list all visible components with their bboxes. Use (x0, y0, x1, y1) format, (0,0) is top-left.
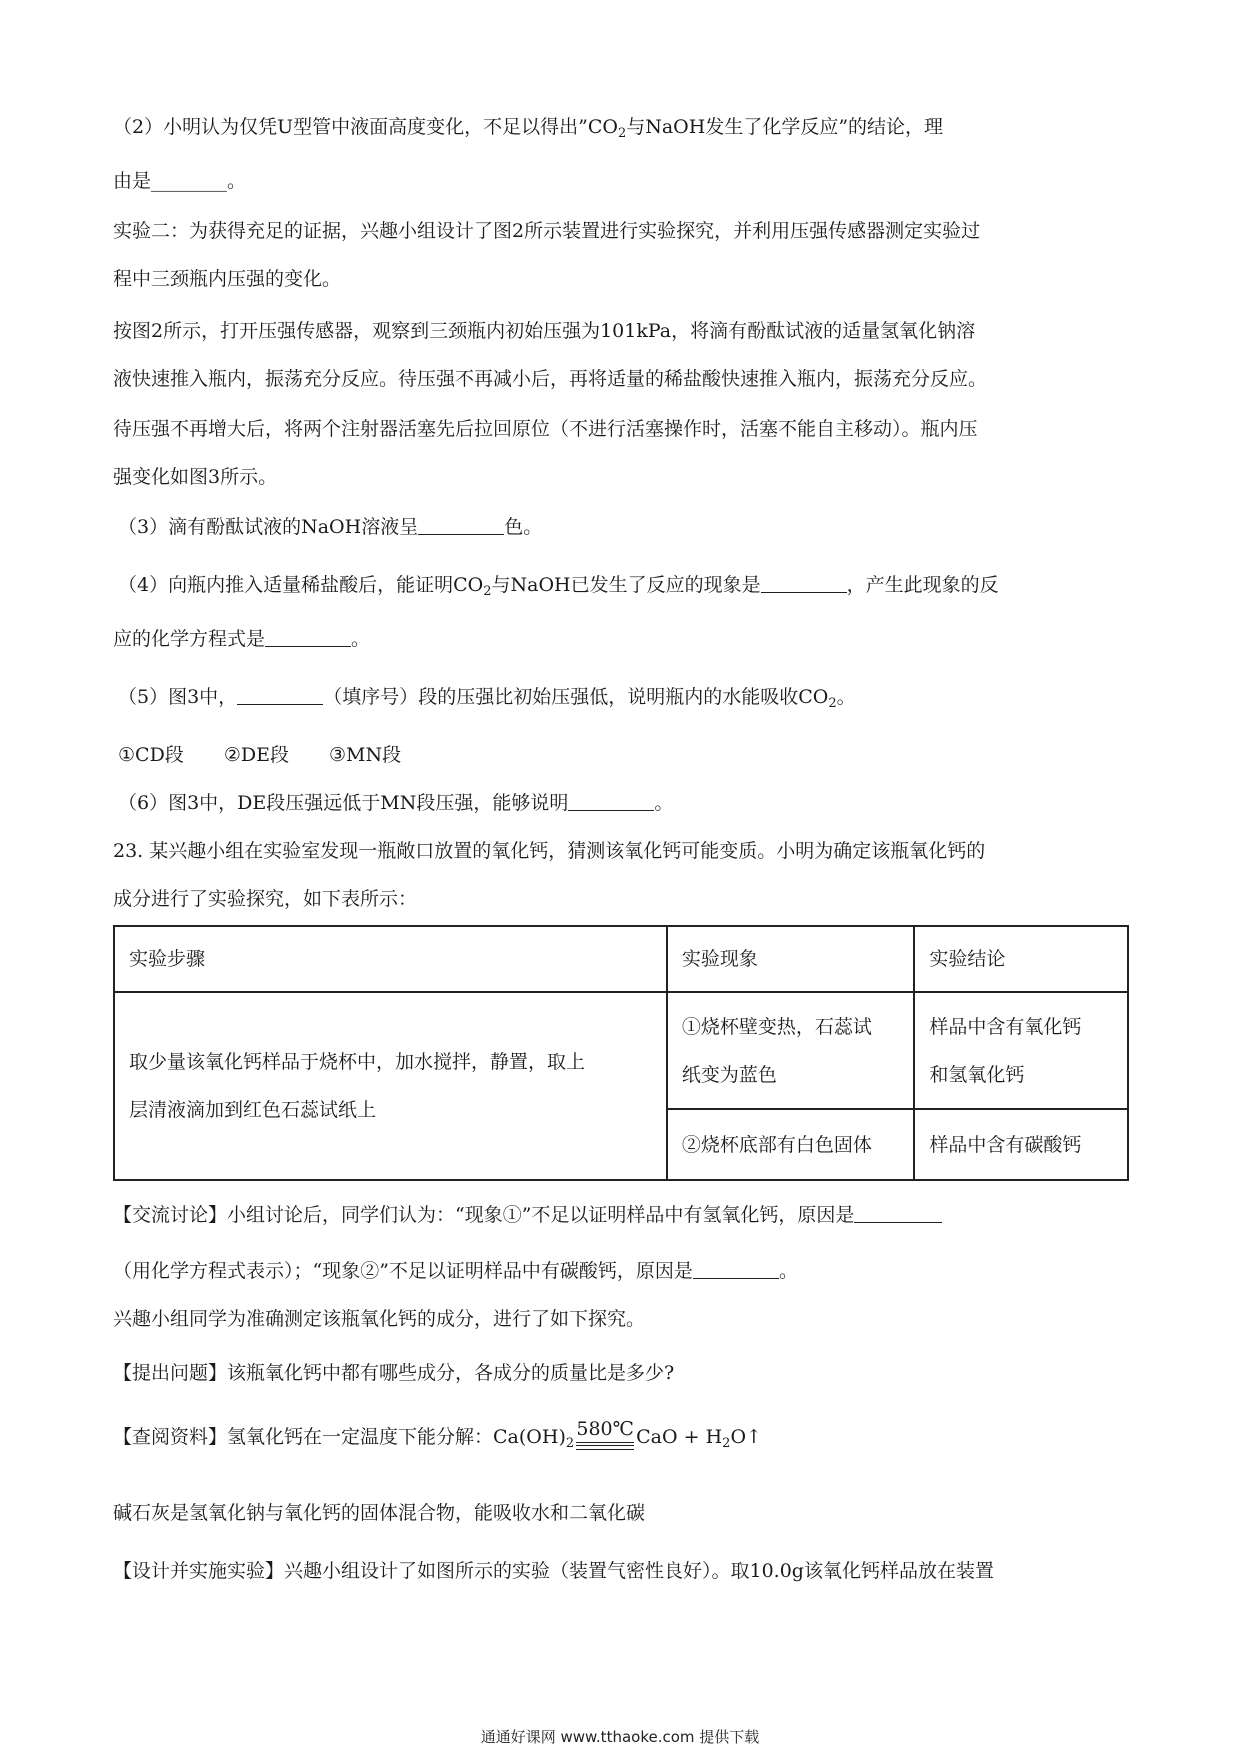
table-header: 实验结论 (914, 926, 1128, 992)
answer-blank (854, 1204, 942, 1223)
answer-blank (568, 792, 654, 811)
table-cell-phenomenon: ②烧杯底部有白色固体 (667, 1109, 915, 1180)
answer-blank (237, 686, 323, 705)
reference-line: 【查阅资料】氢氧化钙在一定温度下能分解：$Ca(OH)_2$ 580℃ CaO + $H_2O↑$ (113, 1418, 762, 1459)
option-de: ②DE段 (223, 744, 289, 766)
exp2-line6: 强变化如图3所示。 (113, 466, 278, 488)
reactant-formula: $Ca(OH)_2$ (493, 1426, 575, 1451)
q6-line: （6）图3中，DE段压强远低于MN段压强，能够说明 。 (118, 792, 674, 814)
exp2-line5: 待压强不再增大后，将两个注射器活塞先后拉回原位（不进行活塞操作时，活塞不能自主移动）。瓶内压 (113, 418, 978, 440)
discussion-line2: （用化学方程式表示）；“现象②”不足以证明样品中有碳酸钙，原因是 。 (113, 1260, 798, 1282)
discussion-line1: 【交流讨论】小组讨论后，同学们认为：“现象①”不足以证明样品中有氢氧化钙，原因是 (113, 1200, 942, 1230)
reaction-condition: 580℃ (574, 1418, 636, 1458)
answer-blank (418, 516, 504, 535)
q4-line1: （4）向瓶内推入适量稀盐酸后，能证明$CO_2$与NaOH已发生了反应的现象是 ，产生此现象的反 (118, 574, 999, 599)
q4-line2: 应的化学方程式是 。 (113, 628, 371, 650)
question-line: 【提出问题】该瓶氧化钙中都有哪些成分，各成分的质量比是多少? (113, 1362, 675, 1384)
q2-line2: 由是________。 (113, 170, 247, 192)
q3-line: （3）滴有酚酞试液的NaOH溶液呈 色。 (118, 516, 543, 538)
co2-formula: $CO_2$ (798, 686, 837, 711)
table-header-row (114, 926, 1128, 992)
table-cell-conclusion: 样品中含有氧化钙 和氢氧化钙 (914, 992, 1128, 1109)
table-cell-conclusion: 样品中含有碳酸钙 (914, 1109, 1128, 1180)
co2-formula: $CO_2$ (453, 574, 492, 599)
exp2-line2: 程中三颈瓶内压强的变化。 (113, 268, 342, 290)
design-line: 【设计并实施实验】兴趣小组设计了如图所示的实验（装置气密性良好）。取10.0g该氧化钙样品放在装置 (113, 1560, 994, 1582)
q23-line2: 成分进行了实验探究，如下表所示： (113, 888, 418, 910)
product-formula: CaO + $H_2O↑$ (636, 1426, 762, 1451)
answer-blank (265, 628, 351, 647)
q5-options (118, 740, 441, 770)
option-cd: ①CD段 (118, 744, 184, 766)
table-row (114, 992, 1128, 1109)
footer: 通通好课网 www.tthaoke.com 提供下载 (480, 1728, 760, 1746)
equals-sign (576, 1442, 634, 1450)
exp2-line4: 液快速推入瓶内，振荡充分反应。待压强不再减小后，再将适量的稀盐酸快速推入瓶内，振荡充分反应。 (113, 368, 988, 390)
exp2-line1: 实验二：为获得充足的证据，兴趣小组设计了图2所示装置进行实验探究，并利用压强传感器测定实验过 (113, 220, 981, 242)
q2-line1: （2）小明认为仅凭U型管中液面高度变化，不足以得出$”CO_2$与NaOH发生了化学反应”的结论，理 (113, 116, 944, 141)
exp2-line3: 按图2所示，打开压强传感器，观察到三颈瓶内初始压强为101kPa，将滴有酚酞试液的适量氢氧化钠溶 (113, 320, 976, 342)
intro-line: 兴趣小组同学为准确测定该瓶氧化钙的成分，进行了如下探究。 (113, 1308, 646, 1330)
q5-line: （5）图3中， （填序号）段的压强比初始压强低，说明瓶内的水能吸收$CO_2$。 (118, 686, 856, 711)
co2-formula: $CO_2$ (587, 116, 627, 141)
table-header: 实验现象 (667, 926, 915, 992)
q23-line1: 23. 某兴趣小组在实验室发现一瓶敞口放置的氧化钙，猜测该氧化钙可能变质。小明为确定该瓶氧化钙的 (113, 840, 986, 862)
soda-lime-line: 碱石灰是氢氧化钠与氧化钙的固体混合物，能吸收水和二氧化碳 (113, 1502, 646, 1524)
option-mn: ③MN段 (328, 744, 402, 766)
table-header: 实验步骤 (114, 926, 667, 992)
answer-blank (761, 574, 847, 593)
table-cell-phenomenon: ①烧杯壁变热，石蕊试 纸变为蓝色 (667, 992, 915, 1109)
answer-blank (693, 1260, 779, 1279)
table-cell-step: 取少量该氧化钙样品于烧杯中，加水搅拌，静置，取上 层清液滴加到红色石蕊试纸上 (114, 992, 667, 1180)
experiment-table (113, 925, 1129, 1181)
